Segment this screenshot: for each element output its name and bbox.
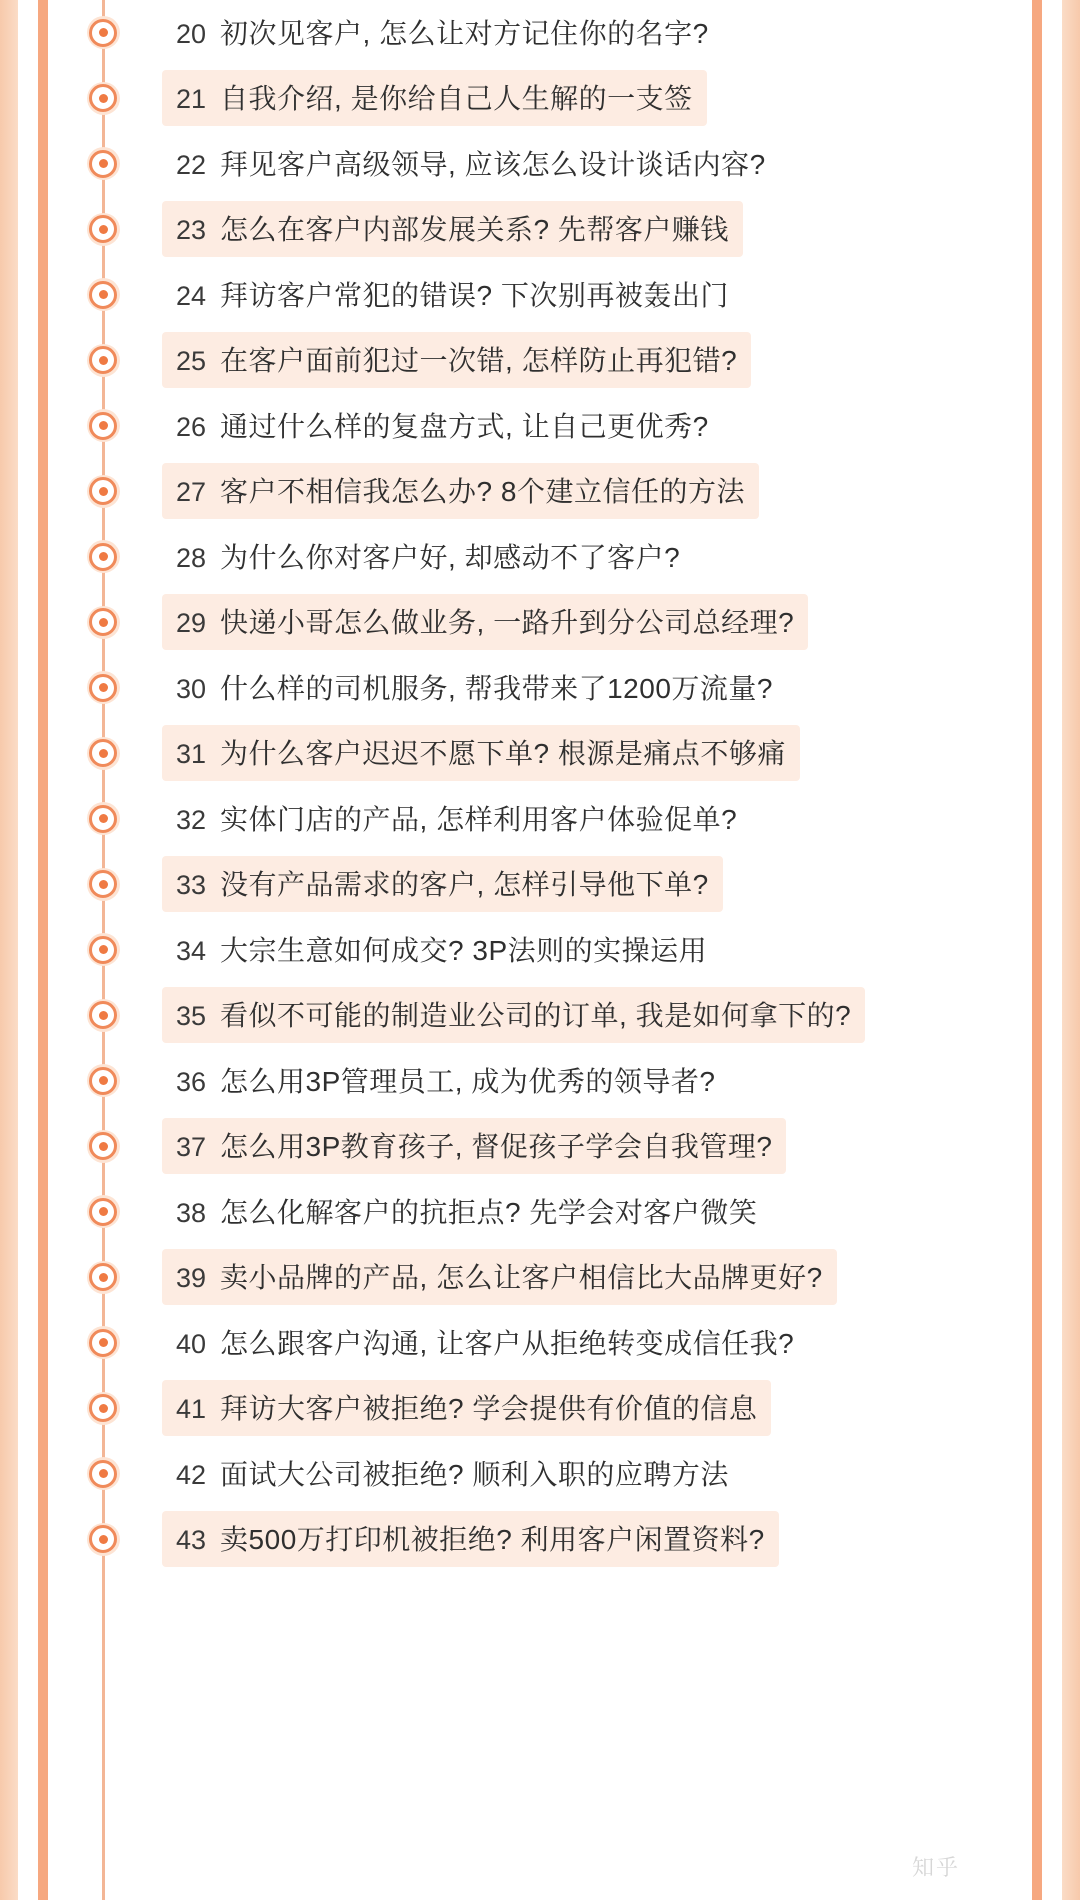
dot-middle-ring [89, 19, 117, 47]
dot-outer-ring [87, 1195, 120, 1228]
list-item[interactable] [0, 1179, 1080, 1245]
dot-middle-ring [89, 281, 117, 309]
list-item-number: 30 [176, 673, 207, 704]
list-item[interactable] [0, 1245, 1080, 1311]
dot-outer-ring [87, 344, 120, 377]
dot-outer-ring [87, 475, 120, 508]
list-item-entry[interactable] [162, 267, 743, 323]
dot-outer-ring [87, 147, 120, 180]
list-item-number: 39 [176, 1263, 207, 1294]
list-item-number: 25 [176, 346, 207, 377]
dot-core [99, 1142, 108, 1151]
list-item-entry[interactable] [162, 856, 723, 912]
dot-middle-ring [89, 346, 117, 374]
list-item[interactable] [0, 983, 1080, 1049]
list-item-number: 34 [176, 935, 207, 966]
list-item-number: 36 [176, 1066, 207, 1097]
list-item-entry[interactable] [162, 1249, 837, 1305]
dot-core [99, 487, 108, 496]
list-item[interactable] [0, 1310, 1080, 1376]
list-item-number: 31 [176, 739, 207, 770]
list-item[interactable] [0, 459, 1080, 525]
list-item-number: 38 [176, 1197, 207, 1228]
dot-middle-ring [89, 1329, 117, 1357]
dot-outer-ring [87, 802, 120, 835]
list-item-title: 看似不可能的制造业公司的订单, 我是如何拿下的? [220, 1000, 852, 1032]
watermark: 知乎 [911, 1855, 960, 1880]
list-item-number: 32 [176, 804, 207, 835]
dot-middle-ring [89, 1394, 117, 1422]
list-item[interactable] [0, 852, 1080, 918]
list-item-number: 35 [176, 1001, 207, 1032]
list-item-number: 21 [176, 84, 207, 115]
dot-middle-ring [89, 674, 117, 702]
list-item[interactable] [0, 66, 1080, 132]
list-item-number: 37 [176, 1132, 207, 1163]
dot-outer-ring [87, 671, 120, 704]
dot-outer-ring [87, 1261, 120, 1294]
list-item-title: 快递小哥怎么做业务, 一路升到分公司总经理? [220, 607, 795, 639]
list-item-entry[interactable] [162, 791, 751, 847]
list-item[interactable] [0, 328, 1080, 394]
list-item[interactable] [0, 1048, 1080, 1114]
timeline-dot-icon [84, 1258, 122, 1296]
timeline-dot-icon [84, 145, 122, 183]
list-item-title: 怎么用3P教育孩子, 督促孩子学会自我管理? [220, 1131, 773, 1163]
dot-outer-ring [87, 1130, 120, 1163]
timeline-dot-icon [84, 669, 122, 707]
list-item-entry[interactable] [162, 398, 723, 454]
timeline-dot-icon [84, 1520, 122, 1558]
list-item-entry[interactable] [162, 987, 865, 1043]
list-item-entry[interactable] [162, 136, 780, 192]
list-item-number: 43 [176, 1525, 207, 1556]
list-item-title: 初次见客户, 怎么让对方记住你的名字? [220, 17, 709, 49]
list-item-entry[interactable] [162, 529, 694, 585]
list-item-number: 24 [176, 280, 207, 311]
dot-core [99, 356, 108, 365]
timeline-dot-icon [84, 1324, 122, 1362]
timeline-dot-icon [84, 79, 122, 117]
timeline-dot-icon [84, 538, 122, 576]
timeline-dot-icon [84, 341, 122, 379]
dot-outer-ring [87, 1457, 120, 1490]
list-item-entry[interactable] [162, 1184, 771, 1240]
dot-core [99, 1535, 108, 1544]
list-item-entry[interactable] [162, 594, 808, 650]
dot-outer-ring [87, 1326, 120, 1359]
dot-middle-ring [89, 1132, 117, 1160]
list-item-entry[interactable] [162, 5, 723, 61]
list-item-number: 29 [176, 608, 207, 639]
dot-middle-ring [89, 805, 117, 833]
timeline-dot-icon [84, 865, 122, 903]
dot-middle-ring [89, 608, 117, 636]
timeline-dot-icon [84, 603, 122, 641]
list-item-title: 拜访客户常犯的错误? 下次别再被轰出门 [220, 279, 729, 311]
list-item[interactable] [0, 786, 1080, 852]
dot-core [99, 749, 108, 758]
dot-middle-ring [89, 870, 117, 898]
list-item[interactable] [0, 917, 1080, 983]
list-item-title: 怎么化解客户的抗拒点? 先学会对客户微笑 [220, 1196, 758, 1228]
dot-outer-ring [87, 737, 120, 770]
dot-outer-ring [87, 999, 120, 1032]
dot-outer-ring [87, 933, 120, 966]
dot-core [99, 94, 108, 103]
list-item-title: 怎么在客户内部发展关系? 先帮客户赚钱 [220, 214, 729, 246]
dot-outer-ring [87, 1523, 120, 1556]
list-item-entry[interactable] [162, 1118, 786, 1174]
dot-core [99, 1273, 108, 1282]
list-item-title: 怎么用3P管理员工, 成为优秀的领导者? [220, 1065, 716, 1097]
list-item[interactable] [0, 0, 1080, 66]
dot-middle-ring [89, 150, 117, 178]
list-item-title: 拜访大客户被拒绝? 学会提供有价值的信息 [220, 1393, 758, 1425]
list-item-title: 怎么跟客户沟通, 让客户从拒绝转变成信任我? [220, 1327, 795, 1359]
dot-core [99, 1011, 108, 1020]
dot-outer-ring [87, 606, 120, 639]
dot-outer-ring [87, 540, 120, 573]
list-item-title: 在客户面前犯过一次错, 怎样防止再犯错? [220, 345, 738, 377]
dot-core [99, 421, 108, 430]
list-item-title: 为什么你对客户好, 却感动不了客户? [220, 541, 681, 573]
timeline-dot-icon [84, 931, 122, 969]
list-item[interactable] [0, 1114, 1080, 1180]
dot-middle-ring [89, 1525, 117, 1553]
dot-core [99, 1076, 108, 1085]
list-item[interactable] [0, 524, 1080, 590]
dot-outer-ring [87, 1392, 120, 1425]
list-item-number: 23 [176, 215, 207, 246]
dot-outer-ring [87, 213, 120, 246]
list-item-title: 没有产品需求的客户, 怎样引导他下单? [220, 869, 709, 901]
dot-middle-ring [89, 1263, 117, 1291]
timeline-dot-icon [84, 14, 122, 52]
timeline-dot-icon [84, 1062, 122, 1100]
list-item[interactable] [0, 131, 1080, 197]
list-item-entry[interactable] [162, 922, 721, 978]
list-item-number: 26 [176, 411, 207, 442]
dot-middle-ring [89, 1001, 117, 1029]
list-item-entry[interactable] [162, 70, 707, 126]
list-item-title: 通过什么样的复盘方式, 让自己更优秀? [220, 410, 709, 442]
dot-middle-ring [89, 1067, 117, 1095]
dot-core [99, 1207, 108, 1216]
dot-middle-ring [89, 412, 117, 440]
dot-middle-ring [89, 215, 117, 243]
list-item[interactable] [0, 1441, 1080, 1507]
list-item-entry[interactable] [162, 463, 759, 519]
list-item-title: 卖小品牌的产品, 怎么让客户相信比大品牌更好? [220, 1262, 823, 1294]
timeline-dot-icon [84, 210, 122, 248]
list-item[interactable] [0, 655, 1080, 721]
list-item-title: 卖500万打印机被拒绝? 利用客户闲置资料? [220, 1524, 765, 1556]
list-item-title: 什么样的司机服务, 帮我带来了1200万流量? [220, 672, 773, 704]
list-item-entry[interactable] [162, 1053, 729, 1109]
dot-core [99, 28, 108, 37]
timeline-dot-icon [84, 472, 122, 510]
dot-outer-ring [87, 278, 120, 311]
list-item-number: 20 [176, 18, 207, 49]
dot-outer-ring [87, 82, 120, 115]
dot-core [99, 1469, 108, 1478]
list-item-entry[interactable] [162, 725, 800, 781]
list-item-entry[interactable] [162, 201, 743, 257]
dot-middle-ring [89, 477, 117, 505]
list-item-entry[interactable] [162, 1315, 808, 1371]
dot-core [99, 945, 108, 954]
list-item[interactable] [0, 262, 1080, 328]
dot-outer-ring [87, 16, 120, 49]
list-item-number: 22 [176, 149, 207, 180]
list-item-title: 大宗生意如何成交? 3P法则的实操运用 [220, 934, 708, 966]
list-item-title: 面试大公司被拒绝? 顺利入职的应聘方法 [220, 1458, 729, 1490]
dot-core [99, 290, 108, 299]
list-item-entry[interactable] [162, 1446, 743, 1502]
list-item-entry[interactable] [162, 332, 751, 388]
dot-core [99, 1338, 108, 1347]
list-item-number: 42 [176, 1459, 207, 1490]
timeline-dot-icon [84, 800, 122, 838]
timeline-dot-icon [84, 1389, 122, 1427]
list-item-title: 为什么客户迟迟不愿下单? 根源是痛点不够痛 [220, 738, 786, 770]
dot-middle-ring [89, 543, 117, 571]
list-item-title: 拜见客户高级领导, 应该怎么设计谈话内容? [220, 148, 766, 180]
dot-outer-ring [87, 868, 120, 901]
list-item[interactable] [0, 393, 1080, 459]
list-item-number: 27 [176, 477, 207, 508]
timeline-dot-icon [84, 734, 122, 772]
list-item-entry[interactable] [162, 1511, 779, 1567]
dot-middle-ring [89, 739, 117, 767]
dot-core [99, 159, 108, 168]
dot-core [99, 225, 108, 234]
list-item-number: 33 [176, 870, 207, 901]
dot-core [99, 552, 108, 561]
list-item-title: 自我介绍, 是你给自己人生解的一支签 [220, 83, 693, 115]
timeline-dot-icon [84, 276, 122, 314]
timeline-dot-icon [84, 1127, 122, 1165]
dot-middle-ring [89, 84, 117, 112]
list-item[interactable] [0, 1507, 1080, 1573]
dot-core [99, 618, 108, 627]
list-item-title: 客户不相信我怎么办? 8个建立信任的方法 [220, 476, 745, 508]
timeline-dot-icon [84, 1455, 122, 1493]
dot-middle-ring [89, 1460, 117, 1488]
dot-middle-ring [89, 936, 117, 964]
list-item-entry[interactable] [162, 660, 787, 716]
dot-core [99, 1404, 108, 1413]
list-item-title: 实体门店的产品, 怎样利用客户体验促单? [220, 803, 738, 835]
timeline-dot-icon [84, 1193, 122, 1231]
dot-outer-ring [87, 409, 120, 442]
list-item[interactable] [0, 1376, 1080, 1442]
list-item[interactable] [0, 197, 1080, 263]
dot-core [99, 880, 108, 889]
list-item[interactable] [0, 590, 1080, 656]
timeline-dot-icon [84, 996, 122, 1034]
dot-middle-ring [89, 1198, 117, 1226]
dot-core [99, 683, 108, 692]
dot-outer-ring [87, 1064, 120, 1097]
list-item[interactable] [0, 721, 1080, 787]
list-item-number: 28 [176, 542, 207, 573]
timeline-dot-icon [84, 407, 122, 445]
list-item-number: 41 [176, 1394, 207, 1425]
list-item-number: 40 [176, 1328, 207, 1359]
dot-core [99, 814, 108, 823]
list-item-entry[interactable] [162, 1380, 771, 1436]
